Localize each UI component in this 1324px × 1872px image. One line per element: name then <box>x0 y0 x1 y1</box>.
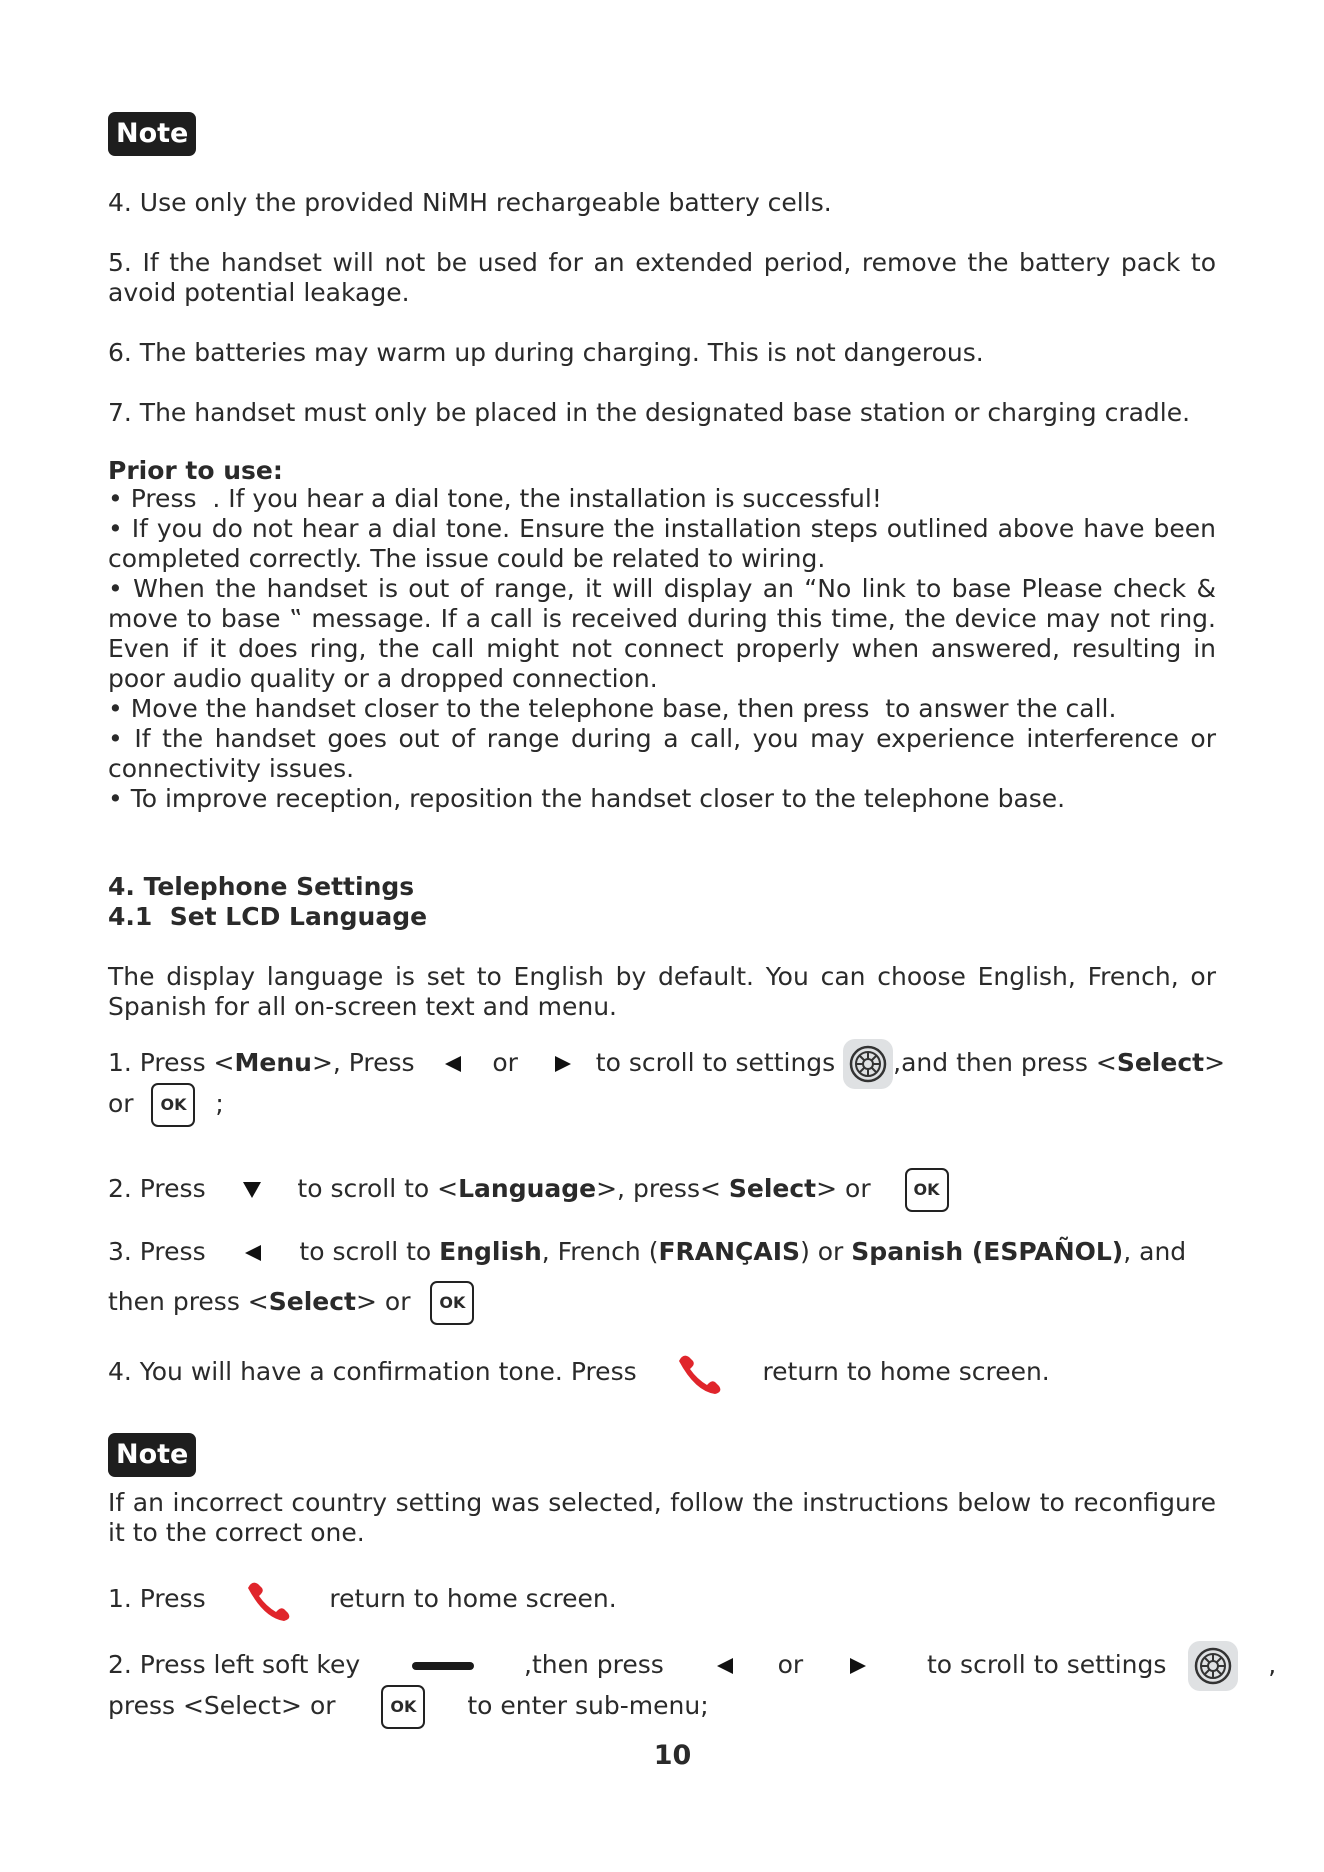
right-arrow-icon <box>554 1054 572 1074</box>
note-country-text: If an incorrect country setting was selected, follow the instructions below to reconfigure it to the correct one. <box>108 1488 1216 1547</box>
ok-key-icon: OK <box>151 1083 195 1127</box>
left-arrow-icon <box>444 1054 462 1074</box>
note-item-5: 5. If the handset will not be used for an extended period, remove the battery pack to avoid potential leakage. <box>108 248 1216 307</box>
page-number: 10 <box>653 1740 692 1771</box>
note-badge: Note <box>108 1433 196 1477</box>
note-badge: Note <box>108 112 196 156</box>
subsection-heading: 4.1 Set LCD Language <box>108 902 428 931</box>
prior-to-use-heading: Prior to use: <box>108 456 283 485</box>
prior-bullet-2: • If you do not hear a dial tone. Ensure the installation steps outlined above have been completed correctly. The issue could be related to wiring. <box>108 514 1216 573</box>
section-heading: 4. Telephone Settings <box>108 872 415 901</box>
step-1-continued: or OK ; <box>108 1083 1216 1127</box>
down-arrow-icon <box>242 1181 262 1199</box>
note-item-7: 7. The handset must only be placed in the designated base station or charging cradle. <box>108 398 1191 427</box>
right-arrow-icon <box>849 1656 867 1676</box>
prior-bullet-5: • If the handset goes out of range during a call, you may experience interference or connectivity issues. <box>108 724 1216 783</box>
step-2: 2. Press to scroll to <Language>, press< Select> or OK <box>108 1168 1216 1212</box>
ok-key-icon: OK <box>381 1685 425 1729</box>
note-step-2-continued: press <Select> or OK to enter sub-menu; <box>108 1685 1216 1729</box>
language-intro: The display language is set to English by default. You can choose English, French, or Spanish for all on-screen text and menu. <box>108 962 1216 1021</box>
left-arrow-icon <box>716 1656 734 1676</box>
settings-gear-icon <box>843 1039 893 1089</box>
settings-gear-icon <box>1188 1641 1238 1691</box>
step-3-continued: then press <Select> or OK <box>108 1281 1216 1325</box>
left-soft-key-icon <box>412 1662 474 1670</box>
step-3: 3. Press to scroll to English, French (FRANÇAIS) or Spanish (ESPAÑOL), and <box>108 1237 1187 1266</box>
note-step-1: 1. Press return to home screen. <box>108 1578 1216 1622</box>
left-arrow-icon <box>244 1243 262 1263</box>
note-item-6: 6. The batteries may warm up during charging. This is not dangerous. <box>108 338 984 367</box>
ok-key-icon: OK <box>905 1168 949 1212</box>
ok-key-icon: OK <box>430 1281 474 1325</box>
note-step-2: 2. Press left soft key ,then press or to scroll to settings , <box>108 1641 1216 1691</box>
end-call-icon <box>675 1351 725 1395</box>
step-1: 1. Press <Menu>, Press or to scroll to settings ,and then press <Select> <box>108 1039 1216 1089</box>
end-call-icon <box>244 1578 294 1622</box>
prior-bullet-4: • Move the handset closer to the telephone base, then press to answer the call. <box>108 694 1117 723</box>
prior-bullet-1: • Press . If you hear a dial tone, the installation is successful! <box>108 484 882 513</box>
prior-bullet-6: • To improve reception, reposition the handset closer to the telephone base. <box>108 784 1066 813</box>
prior-bullet-3: • When the handset is out of range, it will display an “No link to base Please check & move to base ‟ message. If a call is received during this time, the device may not ring. Even if it does ring, the call might not connect properly when answered, resulting in poor audio quality or a dropped connection. <box>108 574 1216 693</box>
step-4: 4. You will have a confirmation tone. Press return to home screen. <box>108 1351 1216 1395</box>
note-item-4: 4. Use only the provided NiMH rechargeable battery cells. <box>108 188 832 217</box>
